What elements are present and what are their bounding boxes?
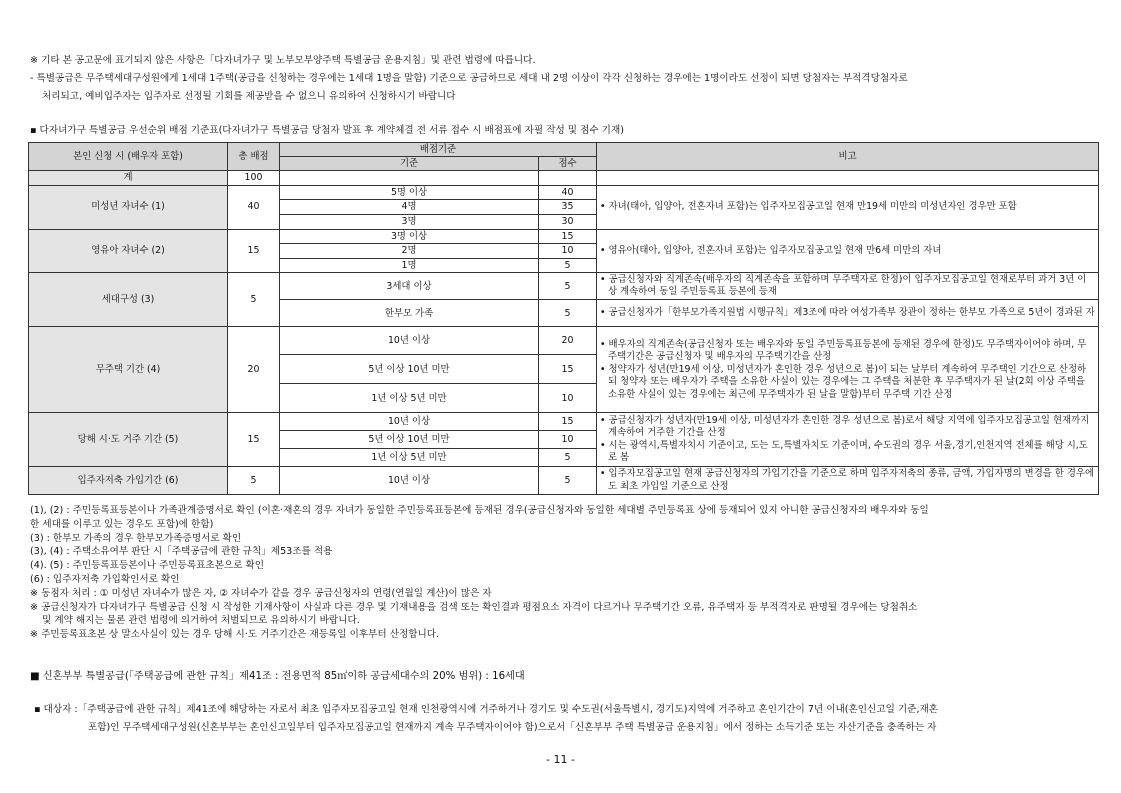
criteria-cell: 10년 이상 <box>280 327 539 355</box>
total-cell: 40 <box>228 185 280 229</box>
criteria-cell: 1년 이상 5년 미만 <box>280 384 539 413</box>
table-row <box>29 171 1099 186</box>
note-line: 및 계약 해지는 물론 관련 법령에 의거하여 처벌되므로 유의하시기 바랍니다. <box>42 615 360 627</box>
remarks-cell: • 입주자모집공고일 현재 공급신청자의 가입기간을 기준으로 하며 입주자저축의 종류, 금액, 가입자명의 변경을 한 경우에도 최초 가입일 기준으로 산정 <box>597 467 1099 495</box>
category-cell: 무주택 기간 (4) <box>29 327 228 413</box>
total-cell: 5 <box>228 273 280 327</box>
category-cell: 입주자저축 가입기간 (6) <box>29 467 228 495</box>
score-cell: 5 <box>539 467 597 495</box>
criteria-cell: 3명 <box>280 214 539 229</box>
remarks-cell: • 공급신청자가 성년자(만19세 이상, 미성년자가 혼인한 경우 성년으로 봄)로서 해당 지역에 입주자모집공고일 현재까지 계속하여 거주한 기간을 산정 • 시는 광역시,특별자치시 기준이고, 도는 도,특별자치도 기준이며, 수도권의 경우 서울,경기,인천지역 전체를 해당 시,도로 봄 <box>597 413 1099 467</box>
header-criteria: 기준 <box>280 157 539 171</box>
table-row <box>29 327 1099 355</box>
score-cell: 15 <box>539 229 597 244</box>
criteria-cell: 1명 <box>280 258 539 273</box>
total-score: 100 <box>228 171 280 186</box>
page-number: - 11 - <box>546 753 575 766</box>
remarks-cell: • 자녀(태아, 입양아, 전혼자녀 포함)는 입주자모집공고일 현재 만19세 미만의 미성년자인 경우만 포함 <box>597 185 1099 229</box>
target-line-2: 포함)인 무주택세대구성원(신혼부부는 혼인신고일부터 입주자모집공고일 현재까지 계속 무주택자이어야 함)으로서「신혼부부 주택 특별공급 운용지침」에서 정하는 소득기준 또는 자산기준을 충족하는 자 <box>88 722 937 733</box>
score-cell: 35 <box>539 200 597 215</box>
header-remarks: 비고 <box>597 143 1099 171</box>
score-cell: 10 <box>539 431 597 449</box>
total-cell: 20 <box>228 327 280 413</box>
score-cell: 30 <box>539 214 597 229</box>
intro-line-1: ※ 기타 본 공고문에 표기되지 않은 사항은「다자녀가구 및 노부모부양주택 특별공급 운용지침」및 관련 법령에 따릅니다. <box>30 55 536 66</box>
table-row <box>29 467 1099 495</box>
note-line: (3), (4) : 주택소유여부 판단 시「주택공급에 관한 규칙」제53조를 적용 <box>30 546 333 558</box>
table-row <box>29 185 1099 200</box>
remarks-cell: • 공급신청자가「한부모가족지원법 시행규칙」제3조에 따라 여성가족부 장관이 정하는 한부모 가족으로 5년이 경과된 자 <box>597 300 1099 327</box>
criteria-cell: 3명 이상 <box>280 229 539 244</box>
intro-line-3: 처리되고, 예비입주자는 입주자로 선정될 기회를 제공받을 수 없으니 유의하여 신청하시기 바랍니다 <box>42 91 456 102</box>
total-cell: 15 <box>228 413 280 467</box>
criteria-cell: 한부모 가족 <box>280 300 539 327</box>
header-criteria-group: 배점기준 <box>280 143 597 157</box>
criteria-cell: 5년 이상 10년 미만 <box>280 355 539 384</box>
remarks-cell: • 영유아(태아, 입양아, 전혼자녀 포함)는 입주자모집공고일 현재 만6세 미만의 자녀 <box>597 229 1099 273</box>
score-cell: 20 <box>539 327 597 355</box>
criteria-cell: 5년 이상 10년 미만 <box>280 431 539 449</box>
score-cell: 15 <box>539 355 597 384</box>
header-score: 점수 <box>539 157 597 171</box>
note-line: ※ 주민등록표초본 상 말소사실이 있는 경우 당해 시·도 거주기간은 재등록일 이후부터 산정합니다. <box>30 629 440 641</box>
note-line: (4). (5) : 주민등록표등본이나 주민등록표초본으로 확인 <box>30 560 265 572</box>
table-title: ▪ 다자녀가구 특별공급 우선순위 배점 기준표(다자녀가구 특별공급 당첨자 발표 후 계약체결 전 서류 접수 시 배점표에 자필 작성 및 점수 기재) <box>30 125 624 136</box>
table-notes <box>30 504 1099 642</box>
intro-line-2: - 특별공급은 무주택세대구성원에게 1세대 1주택(공급을 신청하는 경우에는 1세대 1명을 말함) 기준으로 공급하므로 세대 내 2명 이상이 각각 신청하는 경우에는 1명이라도 선정이 되면 당첨자는 부적격당첨자로 <box>30 73 908 84</box>
category-cell: 미성년 자녀수 (1) <box>29 185 228 229</box>
criteria-cell: 10년 이상 <box>280 467 539 495</box>
note-line: ※ 공급신청자가 다자녀가구 특별공급 신청 시 작성한 기재사항이 사실과 다른 경우 및 기재내용을 검색 또는 확인결과 평점요소 자격이 다르거나 무주택기간 오류, 유주택자 등 부적격자로 판명될 경우에는 당첨취소 <box>30 601 918 613</box>
target-line-1: ▪ 대상자 :「주택공급에 관한 규칙」제41조에 해당하는 자로서 최초 입주자모집공고일 현재 인천광역시에 거주하거나 경기도 및 수도권(서울특별시, 경기도)지역에 거주하고 혼인기간이 7년 이내(혼인신고일 기준,재혼 <box>34 704 939 715</box>
category-cell: 세대구성 (3) <box>29 273 228 327</box>
criteria-cell: 5명 이상 <box>280 185 539 200</box>
table-row <box>29 413 1099 431</box>
total-label: 계 <box>29 171 228 186</box>
category-cell: 영유아 자녀수 (2) <box>29 229 228 273</box>
score-cell: 5 <box>539 273 597 300</box>
criteria-cell: 4명 <box>280 200 539 215</box>
header-total: 총 배점 <box>228 143 280 171</box>
score-cell: 40 <box>539 185 597 200</box>
remarks-cell: • 공급신청자와 직계존속(배우자의 직계존속을 포함하며 무주택자로 한정)이 입주자모집공고일 현재로부터 과거 3년 이상 계속하여 동일 주민등록표 등본에 등재 <box>597 273 1099 300</box>
score-cell: 5 <box>539 258 597 273</box>
criteria-cell: 3세대 이상 <box>280 273 539 300</box>
section-title-newlywed: ■ 신혼부부 특별공급(「주택공급에 관한 규칙」제41조 : 전용면적 85㎡이하 공급세대수의 20% 범위) : 16세대 <box>30 671 525 682</box>
score-cell: 5 <box>539 300 597 327</box>
total-cell: 5 <box>228 467 280 495</box>
score-cell: 15 <box>539 413 597 431</box>
total-cell: 15 <box>228 229 280 273</box>
note-line: (6) : 입주자저축 가입확인서로 확인 <box>30 573 180 585</box>
table-row <box>29 229 1099 244</box>
criteria-cell: 1년 이상 5년 미만 <box>280 449 539 467</box>
note-line: 한 세대를 이루고 있는 경우도 포함)에 한함) <box>30 518 214 530</box>
note-line: (3) : 한부모 가족의 경우 한부모가족증명서로 확인 <box>30 532 242 544</box>
header-category: 본인 신청 시 (배우자 포함) <box>29 143 228 171</box>
remarks-cell: • 배우자의 직계존속(공급신청자 또는 배우자와 동일 주민등록표등본에 등재된 경우에 한정)도 무주택자이어야 하며, 무주택기간은 공급신청자 및 배우자의 무주택기간을 산정 • 청약자가 성년(만19세 이상, 미성년자가 혼인한 경우 성년으로 봄)이 되는 날부터 계속하여 무주택인 기간으로 산정하되 청약자 또는 배우자가 주택을 소유한 사실이 있는 경우에는 그 주택을 처분한 후 무주택자가 된 날(2회 이상 주택을 소유한 사실이 있는 경우에는 최근에 무주택자가 된 날을 말함)부터 무주택 기간 산정 <box>597 327 1099 413</box>
category-cell: 당해 시·도 거주 기간 (5) <box>29 413 228 467</box>
score-cell: 5 <box>539 449 597 467</box>
score-cell: 10 <box>539 384 597 413</box>
criteria-cell: 2명 <box>280 244 539 259</box>
score-cell: 10 <box>539 244 597 259</box>
note-line: (1), (2) : 주민등록표등본이나 가족관계증명서로 확인 (이혼·재혼의 경우 자녀가 동일한 주민등록표등본에 등재된 경우(공급신청자와 동일한 세대별 주민등록표 상에 등재되어 있지 아니한 공급신청자의 배우자와 동일 <box>30 505 929 516</box>
note-line: ※ 동점자 처리 : ① 미성년 자녀수가 많은 자, ② 자녀수가 같을 경우 공급신청자의 연령(연월일 계산)이 많은 자 <box>30 587 492 599</box>
criteria-cell: 10년 이상 <box>280 413 539 431</box>
priority-score-table <box>28 142 1099 495</box>
table-row <box>29 273 1099 300</box>
